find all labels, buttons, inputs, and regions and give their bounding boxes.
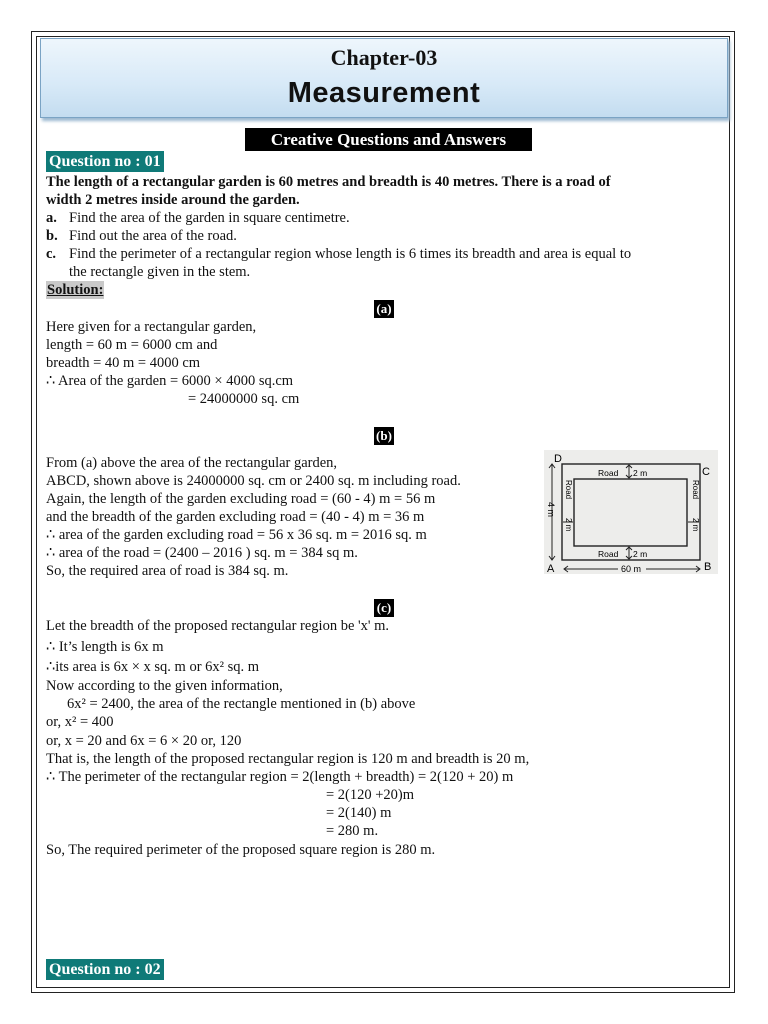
part-c-line-8: That is, the length of the proposed rectangular region is 120 m and breadth is 20 m, <box>46 751 530 767</box>
corner-d-label: D <box>554 453 562 465</box>
garden-diagram-drawing <box>544 450 718 574</box>
part-c-line-12: = 280 m. <box>326 823 379 839</box>
part-c-line-11: = 2(140) m <box>326 805 392 821</box>
part-c-label: (c) <box>374 599 394 617</box>
part-b-line-7: So, the required area of road is 384 sq. m. <box>46 563 289 579</box>
part-c-line-10: = 2(120 +20)m <box>326 787 415 803</box>
corner-c-label: C <box>702 466 710 478</box>
length-label: 60 m <box>621 564 642 574</box>
height-label: 4 m <box>546 502 556 518</box>
question-1-badge: Question no : 01 <box>46 151 164 172</box>
part-a-line-4: ∴ Area of the garden = 6000 × 4000 sq.cm <box>46 373 294 389</box>
part-c-line-2: ∴ It’s length is 6x m <box>46 639 164 655</box>
right-inner-width: 2 m <box>691 518 700 532</box>
item-c-mark: c. <box>46 246 57 262</box>
part-a-label: (a) <box>374 300 394 318</box>
question-2-badge: Question no : 02 <box>46 959 164 980</box>
part-c-line-7: or, x = 20 and 6x = 6 × 20 or, 120 <box>46 733 242 749</box>
part-c-line-1: Let the breadth of the proposed rectangular region be 'x' m. <box>46 618 390 634</box>
part-c-line-9: ∴ The perimeter of the rectangular region = 2(length + breadth) = 2(120 + 20) m <box>46 769 514 785</box>
corner-a-label: A <box>547 563 555 574</box>
part-b-line-6: ∴ area of the road = (2400 – 2016 ) sq. m = 384 sq m. <box>46 545 358 561</box>
question-1-stem-line-1: The length of a rectangular garden is 60 metres and breadth is 40 metres. There is a road of <box>46 174 611 190</box>
left-inner-width: 2 m <box>564 518 573 532</box>
item-b-text: Find out the area of the road. <box>69 228 237 244</box>
part-a-line-3: breadth = 40 m = 4000 cm <box>46 355 201 371</box>
right-road-label: Road <box>691 480 700 500</box>
bottom-road-width: 2 m <box>633 549 648 559</box>
part-b-line-3: Again, the length of the garden excluding road = (60 - 4) m = 56 m <box>46 491 436 507</box>
item-c-text-line-2: the rectangle given in the stem. <box>69 264 251 280</box>
part-b-line-1: From (a) above the area of the rectangular garden, <box>46 455 338 471</box>
part-a-line-1: Here given for a rectangular garden, <box>46 319 257 335</box>
inner-rectangle <box>574 479 687 546</box>
left-road-label: Road <box>564 480 573 500</box>
section-title: Creative Questions and Answers <box>245 128 532 151</box>
part-b-line-5: ∴ area of the garden excluding road = 56 x 36 sq. m = 2016 sq. m <box>46 527 427 543</box>
part-c-line-4: Now according to the given information, <box>46 678 283 694</box>
top-road-label: Road <box>598 468 619 478</box>
part-a-line-5: = 24000000 sq. cm <box>188 391 300 407</box>
part-c-line-3: ∴its area is 6x × x sq. m or 6x² sq. m <box>46 659 260 675</box>
part-c-line-6: or, x² = 400 <box>46 714 114 730</box>
chapter-number: Chapter-03 <box>330 45 438 70</box>
chapter-title: Measurement <box>287 77 481 109</box>
question-1-stem-line-2: width 2 metres inside around the garden. <box>46 192 300 208</box>
item-a-mark: a. <box>46 210 57 226</box>
item-b-mark: b. <box>46 228 58 244</box>
top-road-width: 2 m <box>633 468 648 478</box>
part-b-label: (b) <box>374 427 394 445</box>
part-a-line-2: length = 60 m = 6000 cm and <box>46 337 218 353</box>
part-b-line-2: ABCD, shown above is 24000000 sq. cm or 2400 sq. m including road. <box>46 473 461 489</box>
chapter-header <box>40 38 728 118</box>
solution-label: Solution: <box>47 282 104 298</box>
item-c-text-line-1: Find the perimeter of a rectangular region whose length is 6 times its breadth and area is equal to <box>69 246 632 262</box>
part-b-line-4: and the breadth of the garden excluding road = (40 - 4) m = 36 m <box>46 509 425 525</box>
part-c-line-5: 6x² = 2400, the area of the rectangle mentioned in (b) above <box>67 696 416 712</box>
garden-diagram <box>544 450 718 574</box>
item-a-text: Find the area of the garden in square centimetre. <box>69 210 350 226</box>
corner-b-label: B <box>704 561 712 573</box>
bottom-road-label: Road <box>598 549 619 559</box>
part-c-line-13: So, The required perimeter of the proposed square region is 280 m. <box>46 842 436 858</box>
